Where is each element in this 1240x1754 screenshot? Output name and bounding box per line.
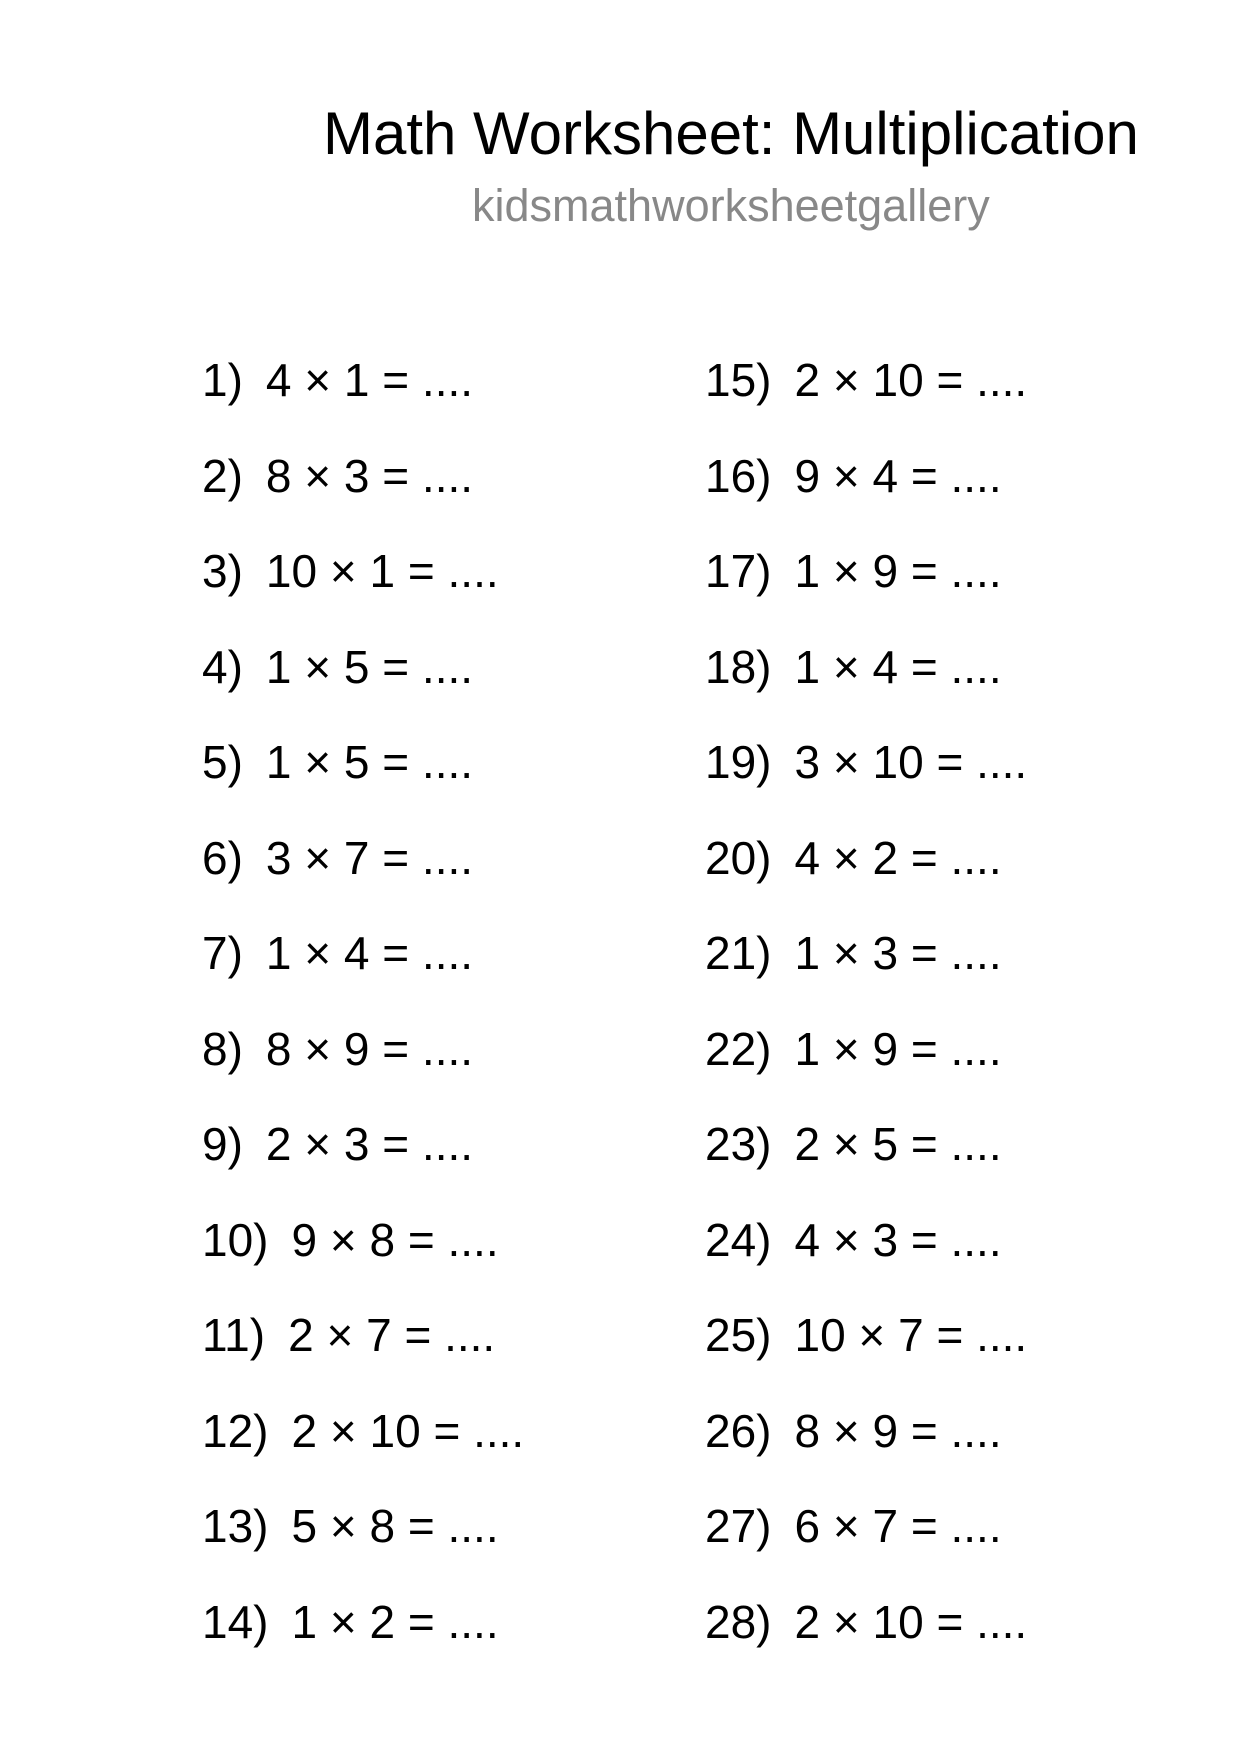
problem-expression: 2 × 10 = ....	[794, 1595, 1028, 1648]
problem-item	[202, 1213, 499, 1266]
problem-item	[202, 1404, 525, 1457]
problem-item	[202, 449, 474, 502]
problem-expression: 2 × 3 = ....	[265, 1118, 474, 1170]
problem-expression: 2 × 10 = ....	[291, 1404, 525, 1457]
problem-number: 8)	[202, 1022, 243, 1075]
problem-number: 9)	[202, 1118, 243, 1170]
problem-item	[705, 1213, 1002, 1266]
worksheet-source: kidsmathworksheetgallery	[472, 180, 990, 231]
problem-expression: 8 × 9 = ....	[794, 1404, 1002, 1457]
problem-item	[202, 1118, 474, 1170]
problem-item	[705, 831, 1002, 884]
problem-number: 1)	[202, 354, 243, 406]
problem-expression: 9 × 4 = ....	[794, 449, 1002, 502]
problem-item	[705, 1022, 1002, 1075]
problem-number: 26)	[705, 1404, 772, 1457]
problem-expression: 1 × 5 = ....	[265, 640, 474, 693]
problem-number: 12)	[202, 1404, 269, 1457]
problem-expression: 6 × 7 = ....	[794, 1500, 1002, 1552]
problem-item	[705, 545, 1002, 597]
problem-expression: 10 × 1 = ....	[265, 545, 499, 597]
problem-expression: 4 × 1 = ....	[265, 354, 474, 406]
problem-item	[202, 640, 474, 693]
problem-item	[705, 354, 1028, 406]
problem-item	[202, 1309, 496, 1361]
problem-expression: 8 × 9 = ....	[265, 1022, 474, 1075]
problem-number: 27)	[705, 1500, 772, 1552]
problem-expression: 1 × 5 = ....	[265, 736, 474, 788]
problem-item	[202, 927, 474, 979]
problem-number: 3)	[202, 545, 243, 597]
problem-number: 24)	[705, 1213, 772, 1266]
problem-expression: 3 × 7 = ....	[265, 831, 474, 884]
problem-item	[705, 1118, 1002, 1170]
problem-number: 6)	[202, 831, 243, 884]
problem-expression: 2 × 10 = ....	[794, 354, 1028, 406]
problem-expression: 5 × 8 = ....	[291, 1500, 499, 1552]
problem-item	[705, 1500, 1002, 1552]
problem-number: 7)	[202, 927, 243, 979]
problem-expression: 10 × 7 = ....	[794, 1309, 1028, 1361]
problem-number: 28)	[705, 1595, 772, 1648]
problem-item	[705, 1404, 1002, 1457]
problem-expression: 3 × 10 = ....	[794, 736, 1028, 788]
problem-number: 5)	[202, 736, 243, 788]
problem-expression: 1 × 9 = ....	[794, 545, 1002, 597]
problem-expression: 1 × 4 = ....	[265, 927, 474, 979]
problem-item	[705, 640, 1002, 693]
problem-number: 22)	[705, 1022, 772, 1075]
problem-number: 10)	[202, 1213, 269, 1266]
problem-expression: 9 × 8 = ....	[291, 1213, 499, 1266]
problem-item	[202, 831, 474, 884]
problem-number: 16)	[705, 449, 772, 502]
problem-number: 21)	[705, 927, 772, 979]
problem-number: 4)	[202, 640, 243, 693]
problem-item	[705, 736, 1028, 788]
problem-expression: 8 × 3 = ....	[265, 449, 474, 502]
problem-number: 23)	[705, 1118, 772, 1170]
worksheet-title: Math Worksheet: Multiplication	[323, 100, 1139, 167]
problem-expression: 1 × 9 = ....	[794, 1022, 1002, 1075]
problem-number: 15)	[705, 354, 772, 406]
problem-number: 18)	[705, 640, 772, 693]
problem-expression: 1 × 4 = ....	[794, 640, 1002, 693]
problem-item	[202, 1022, 474, 1075]
problem-item	[202, 545, 499, 597]
problem-number: 11)	[202, 1309, 266, 1361]
problem-number: 25)	[705, 1309, 772, 1361]
problem-item	[202, 1595, 499, 1648]
problem-item	[705, 449, 1002, 502]
problem-number: 20)	[705, 831, 772, 884]
problem-number: 17)	[705, 545, 772, 597]
problem-expression: 2 × 7 = ....	[288, 1309, 496, 1361]
problem-expression: 4 × 3 = ....	[794, 1213, 1002, 1266]
problem-item	[705, 1595, 1028, 1648]
problem-expression: 4 × 2 = ....	[794, 831, 1002, 884]
problem-expression: 1 × 3 = ....	[794, 927, 1002, 979]
problem-number: 13)	[202, 1500, 269, 1552]
problem-expression: 1 × 2 = ....	[291, 1595, 499, 1648]
problem-item	[202, 1500, 499, 1552]
problem-item	[202, 354, 474, 406]
problem-item	[202, 736, 474, 788]
problem-expression: 2 × 5 = ....	[794, 1118, 1002, 1170]
problem-number: 14)	[202, 1595, 269, 1648]
problem-number: 2)	[202, 449, 243, 502]
problem-item	[705, 1309, 1028, 1361]
problem-number: 19)	[705, 736, 772, 788]
problem-item	[705, 927, 1002, 979]
